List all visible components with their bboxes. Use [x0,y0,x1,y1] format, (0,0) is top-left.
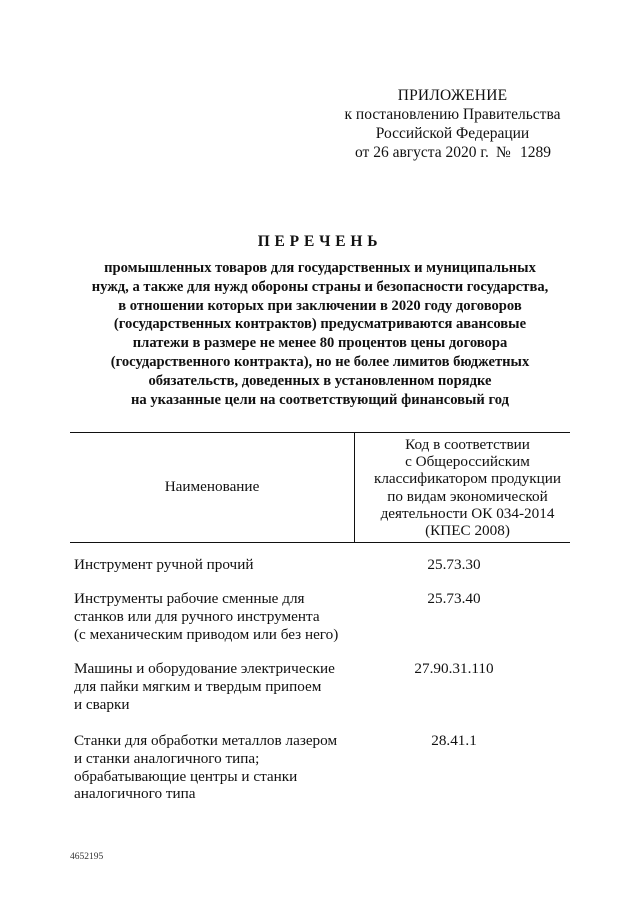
row-name-line: аналогичного типа [74,785,196,803]
decree-number: 1289 [520,144,551,161]
subtitle-line: нужд, а также для нужд обороны страны и безопасности государства, [91,278,549,295]
row-code: 28.41.1 [431,732,477,749]
document-subtitle [60,259,580,409]
subtitle-line: (государственных контрактов) предусматриваются авансовые [113,316,527,333]
row-name-line: обрабатывающие центры и станки [74,767,298,785]
appendix-line-government: Российской Федерации [375,125,530,142]
column-header-code-line: по видам экономической [387,487,548,505]
column-header-name: Наименование [164,478,260,495]
row-name-line: для пайки мягким и твердым припоем [74,677,322,695]
row-name-line: Станки для обработки металлов лазером [74,732,338,749]
column-header-code-line: (КПЕС 2008) [425,522,510,540]
appendix-block [330,86,575,162]
row-name [74,556,359,574]
column-header-code-line: Код в соответствии [405,436,530,453]
row-name [74,732,359,803]
row-code: 25.73.40 [427,590,481,607]
row-name-line: станков или для ручного инструмента [74,607,320,625]
subtitle-line: (государственного контракта), но не более лимитов бюджетных [110,353,530,370]
column-header-code-line: классификатором продукции [373,470,562,488]
row-name-line: (с механическим приводом или без него) [74,625,339,643]
subtitle-line: обязательств, доведенных в установленном порядке [148,372,492,389]
row-name-line: Машины и оборудование электрические [74,660,335,677]
table-header-bottom-rule [70,542,570,543]
appendix-line-decree: к постановлению Правительства [344,106,561,123]
subtitle-line: платежи в размере не менее 80 процентов цены договора [132,335,508,352]
subtitle-line: в отношении которых при заключении в 2020 году договоров [118,297,522,314]
column-header-code-line: с Общероссийским [405,453,530,471]
subtitle-line: промышленных товаров для государственных и муниципальных [104,260,536,276]
document-title: ПЕРЕЧЕНЬ [257,233,383,250]
row-name-line: и станки аналогичного типа; [74,749,260,767]
column-header-code-line: деятельности ОК 034-2014 [380,504,555,522]
row-name-line: Инструменты рабочие сменные для [74,590,305,607]
decree-date: от 26 августа 2020 г. [355,144,489,161]
decree-date-line [330,143,575,162]
document-id: 4652195 [70,852,104,862]
subtitle-line: на указанные цели на соответствующий финансовый год [130,391,510,408]
decree-number-sign: № [496,144,511,161]
row-name [74,590,359,643]
column-header-code [365,436,570,539]
row-name [74,660,359,713]
row-code: 25.73.30 [427,556,481,573]
row-name-line: Инструмент ручной прочий [74,556,254,573]
row-name-line: и сварки [74,695,130,713]
appendix-title: ПРИЛОЖЕНИЕ [397,87,508,104]
row-code: 27.90.31.110 [414,660,494,677]
table-column-divider [354,432,355,542]
